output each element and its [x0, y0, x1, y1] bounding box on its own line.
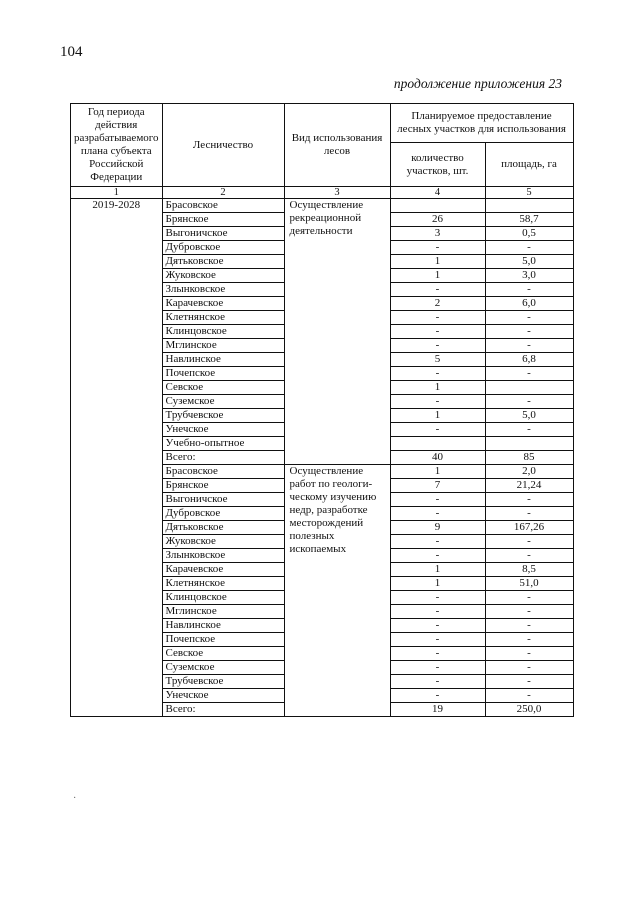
area-cell: - — [485, 395, 573, 409]
forestry-cell: Мглинское — [162, 605, 284, 619]
count-cell: - — [390, 507, 485, 521]
forestry-cell: Трубчевское — [162, 675, 284, 689]
area-cell: 21,24 — [485, 479, 573, 493]
count-cell: 1 — [390, 465, 485, 479]
forestry-cell: Дятьковское — [162, 255, 284, 269]
area-cell: - — [485, 661, 573, 675]
column-number: 2 — [162, 187, 284, 199]
count-cell: 2 — [390, 297, 485, 311]
area-cell: 51,0 — [485, 577, 573, 591]
forestry-cell: Почепское — [162, 633, 284, 647]
area-cell: 6,8 — [485, 353, 573, 367]
area-cell: 8,5 — [485, 563, 573, 577]
forestry-cell: Карачевское — [162, 297, 284, 311]
total-area: 85 — [485, 451, 573, 465]
forestry-cell: Дубровское — [162, 507, 284, 521]
count-cell: - — [390, 241, 485, 255]
count-cell: - — [390, 339, 485, 353]
count-cell: 1 — [390, 381, 485, 395]
area-cell: - — [485, 367, 573, 381]
forestry-cell: Выгоничское — [162, 493, 284, 507]
count-cell: 1 — [390, 577, 485, 591]
forestry-cell: Брянское — [162, 479, 284, 493]
count-cell: - — [390, 647, 485, 661]
area-cell — [485, 437, 573, 451]
count-cell: - — [390, 283, 485, 297]
forestry-cell: Унечское — [162, 423, 284, 437]
forestry-cell: Выгоничское — [162, 227, 284, 241]
count-cell: - — [390, 535, 485, 549]
table-row — [71, 199, 574, 213]
forestry-cell: Почепское — [162, 367, 284, 381]
area-cell: - — [485, 325, 573, 339]
area-cell: - — [485, 675, 573, 689]
area-cell: 58,7 — [485, 213, 573, 227]
area-cell: 167,26 — [485, 521, 573, 535]
column-number: 1 — [71, 187, 163, 199]
forest-use-table — [70, 103, 574, 717]
count-cell: - — [390, 675, 485, 689]
count-cell: 9 — [390, 521, 485, 535]
total-count: 40 — [390, 451, 485, 465]
area-cell: - — [485, 689, 573, 703]
count-cell: 1 — [390, 269, 485, 283]
area-cell: 2,0 — [485, 465, 573, 479]
header-use-type: Вид использования лесов — [284, 104, 390, 187]
area-cell: - — [485, 507, 573, 521]
forestry-cell: Клетнянское — [162, 577, 284, 591]
forestry-cell: Навлинское — [162, 619, 284, 633]
area-cell: - — [485, 423, 573, 437]
count-cell: - — [390, 311, 485, 325]
forestry-cell: Клетнянское — [162, 311, 284, 325]
count-cell: - — [390, 619, 485, 633]
area-cell: 6,0 — [485, 297, 573, 311]
count-cell: 7 — [390, 479, 485, 493]
count-cell: - — [390, 367, 485, 381]
use-type-cell: Осуществление работ по геологи-ческому изучению недр, разработке месторождений полезных ископаемых — [284, 465, 390, 717]
area-cell: - — [485, 535, 573, 549]
header-planned: Планируемое предоставление лесных участков для использования — [390, 104, 573, 143]
count-cell: 1 — [390, 409, 485, 423]
forestry-cell: Унечское — [162, 689, 284, 703]
column-number: 4 — [390, 187, 485, 199]
forestry-cell: Брасовское — [162, 465, 284, 479]
table-body — [71, 199, 574, 717]
count-cell: - — [390, 605, 485, 619]
column-number: 5 — [485, 187, 573, 199]
area-cell: - — [485, 591, 573, 605]
forestry-cell: Клинцовское — [162, 325, 284, 339]
forestry-cell: Дятьковское — [162, 521, 284, 535]
continuation-note: продолжение приложения 23 — [393, 76, 562, 91]
area-cell: - — [485, 647, 573, 661]
scan-speck: · — [73, 793, 77, 804]
total-area: 250,0 — [485, 703, 573, 717]
count-cell: - — [390, 549, 485, 563]
area-cell: - — [485, 605, 573, 619]
forestry-cell: Суземское — [162, 661, 284, 675]
area-cell: 0,5 — [485, 227, 573, 241]
page-number: 104 — [60, 44, 83, 60]
forestry-cell: Клинцовское — [162, 591, 284, 605]
count-cell: - — [390, 591, 485, 605]
count-cell: 5 — [390, 353, 485, 367]
header-forestry: Лесничество — [162, 104, 284, 187]
area-cell: - — [485, 283, 573, 297]
area-cell: 5,0 — [485, 409, 573, 423]
forestry-cell: Навлинское — [162, 353, 284, 367]
forestry-cell: Дубровское — [162, 241, 284, 255]
forestry-cell: Мглинское — [162, 339, 284, 353]
area-cell: - — [485, 619, 573, 633]
count-cell: - — [390, 395, 485, 409]
area-cell: - — [485, 311, 573, 325]
forestry-cell: Злынковское — [162, 283, 284, 297]
area-cell: 3,0 — [485, 269, 573, 283]
area-cell: - — [485, 241, 573, 255]
total-label: Всего: — [162, 451, 284, 465]
forestry-cell: Жуковское — [162, 535, 284, 549]
area-cell: - — [485, 633, 573, 647]
count-cell: - — [390, 633, 485, 647]
area-cell: 5,0 — [485, 255, 573, 269]
total-label: Всего: — [162, 703, 284, 717]
count-cell: 1 — [390, 563, 485, 577]
count-cell: 3 — [390, 227, 485, 241]
forestry-cell: Брянское — [162, 213, 284, 227]
forestry-cell: Севское — [162, 647, 284, 661]
count-cell: 1 — [390, 255, 485, 269]
count-cell: - — [390, 661, 485, 675]
area-cell — [485, 199, 573, 213]
area-cell: - — [485, 549, 573, 563]
use-type-cell: Осуществление рекреационной деятельности — [284, 199, 390, 465]
column-number: 3 — [284, 187, 390, 199]
total-count: 19 — [390, 703, 485, 717]
count-cell: - — [390, 493, 485, 507]
header-count: количество участков, шт. — [390, 143, 485, 187]
header-area: площадь, га — [485, 143, 573, 187]
forestry-cell: Злынковское — [162, 549, 284, 563]
count-cell: - — [390, 423, 485, 437]
area-cell: - — [485, 493, 573, 507]
forestry-cell: Карачевское — [162, 563, 284, 577]
year-cell: 2019-2028 — [71, 199, 163, 717]
forestry-cell: Севское — [162, 381, 284, 395]
header-year: Год периода действия разрабатываемого плана субъекта Российской Федерации — [71, 104, 163, 187]
forestry-cell: Жуковское — [162, 269, 284, 283]
forestry-cell: Трубчевское — [162, 409, 284, 423]
count-cell: - — [390, 689, 485, 703]
count-cell: - — [390, 325, 485, 339]
area-cell — [485, 381, 573, 395]
count-cell — [390, 199, 485, 213]
forestry-cell: Суземское — [162, 395, 284, 409]
area-cell: - — [485, 339, 573, 353]
forestry-cell: Учебно-опытное — [162, 437, 284, 451]
count-cell: 26 — [390, 213, 485, 227]
forestry-cell: Брасовское — [162, 199, 284, 213]
count-cell — [390, 437, 485, 451]
